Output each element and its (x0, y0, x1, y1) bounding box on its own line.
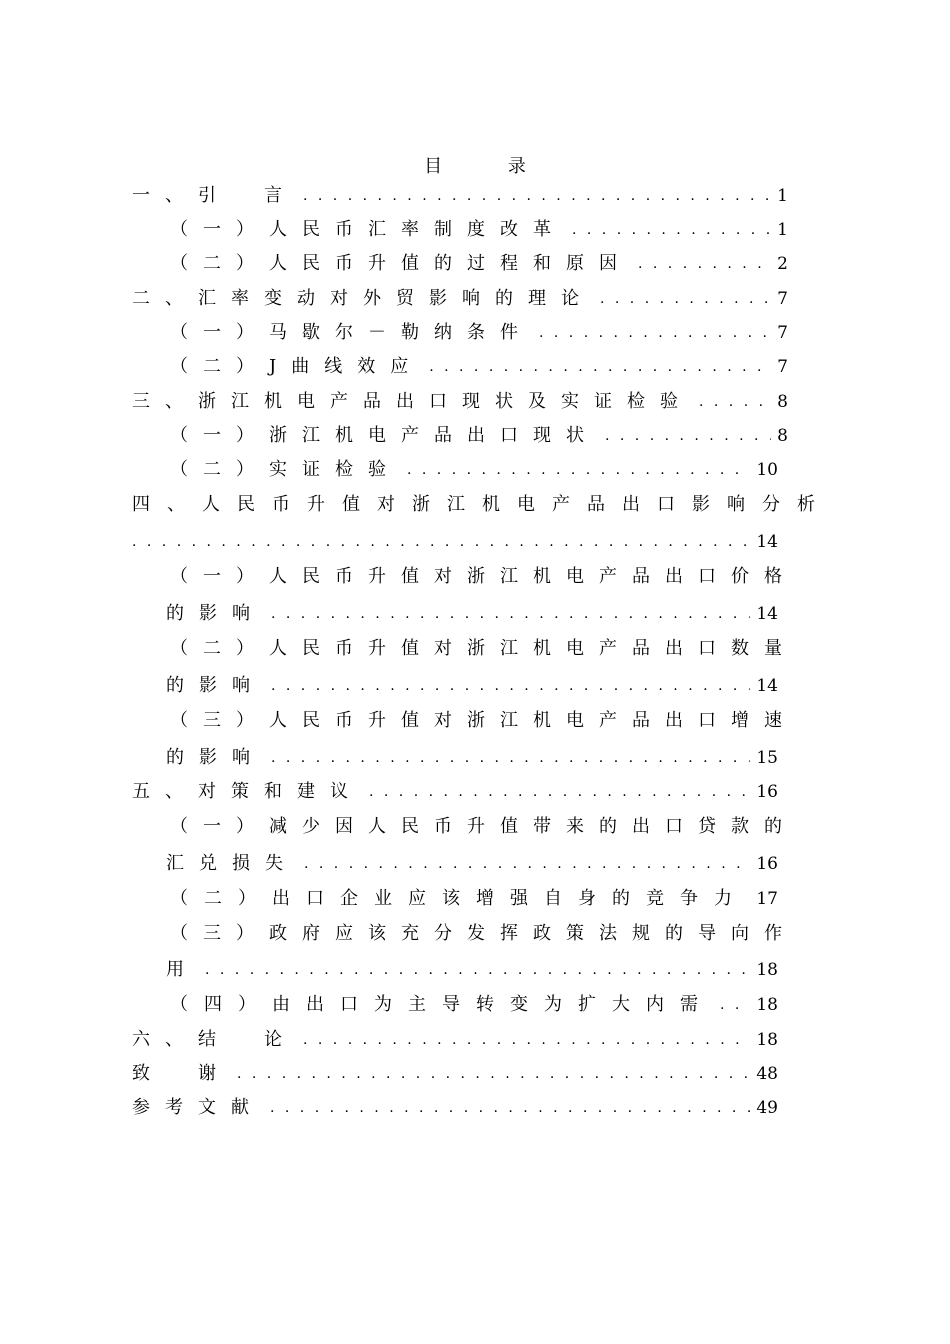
toc-leader (271, 744, 750, 772)
toc-leader (237, 1060, 750, 1088)
toc-leader (720, 991, 750, 1019)
toc-title: 目 录 (424, 156, 556, 177)
toc-entry-label: （一）人民币汇率制度改革 (170, 219, 566, 240)
toc-entry-label: （二）J曲线效应 (170, 356, 424, 377)
toc-entry-page: 14 (756, 676, 778, 696)
toc-entry-label: （二）人民币升值的过程和原因 (170, 253, 632, 274)
toc-leader (304, 850, 750, 878)
toc-entry-line2[interactable] (166, 956, 778, 984)
toc-entry-label: 的影响 (166, 603, 265, 624)
toc-entry-label: （一）人民币升值对浙江机电产品出口价格 (170, 566, 797, 587)
toc-entry-label: 三、浙江机电产品出口现状及实证检验 (132, 391, 693, 412)
toc-entry-line1[interactable] (170, 563, 810, 591)
toc-entry-label: 汇兑损失 (166, 853, 298, 874)
toc-entry-label: 参考文献 (132, 1097, 264, 1118)
toc-leader (271, 600, 750, 628)
toc-entry-page: 17 (756, 889, 778, 909)
toc-leader (572, 216, 771, 244)
toc-entry-label: 二、汇率变动对外贸影响的理论 (132, 288, 594, 309)
toc-entry-label: （一）浙江机电产品出口现状 (170, 425, 599, 446)
toc-entry[interactable] (170, 250, 788, 278)
toc-entry-page: 7 (777, 357, 788, 377)
toc-entry-label: 五、对策和建议 (132, 781, 363, 802)
toc-entry-page: 18 (756, 995, 778, 1015)
toc-entry[interactable] (132, 778, 778, 806)
toc-entry-label: （一）减少因人民币升值带来的出口贷款的 (170, 816, 797, 837)
toc-entry-line1[interactable] (170, 707, 810, 735)
toc-leader (638, 250, 771, 278)
toc-entry[interactable] (170, 319, 788, 347)
toc-entry-label: 的影响 (166, 747, 265, 768)
toc-leader (407, 456, 750, 484)
toc-entry-page: 15 (756, 748, 778, 768)
toc-entry[interactable] (170, 216, 788, 244)
toc-entry-label: 一、引 言 (132, 185, 297, 206)
toc-leader (303, 1026, 750, 1054)
toc-entry-label: 四、人民币升值对浙江机电产品出口影响分析 (132, 494, 832, 515)
toc-entry-page: 8 (777, 392, 788, 412)
toc-entry-label: （三）政府应该充分发挥政策法规的导向作 (170, 923, 797, 944)
toc-entry-label: 致 谢 (132, 1063, 231, 1084)
toc-entry-label: （二）实证检验 (170, 459, 401, 480)
toc-entry[interactable] (132, 1060, 778, 1088)
toc-entry-label: （一）马歇尔－勒纳条件 (170, 322, 533, 343)
toc-entry[interactable] (132, 1094, 778, 1122)
toc-entry-label: （三）人民币升值对浙江机电产品出口增速 (170, 710, 797, 731)
toc-leader (539, 319, 771, 347)
toc-entry-line1[interactable] (170, 813, 810, 841)
toc-leader (271, 672, 750, 700)
toc-entry[interactable] (170, 353, 788, 381)
toc-entry[interactable] (170, 885, 778, 913)
toc-leader (270, 1094, 750, 1122)
toc-entry-page: 7 (777, 323, 788, 343)
toc-entry-page: 16 (756, 854, 778, 874)
toc-entry-page: 2 (777, 254, 788, 274)
toc-entry-page: 18 (756, 960, 778, 980)
toc-entry-page: 1 (777, 186, 788, 206)
toc-entry-label: （二）人民币升值对浙江机电产品出口数量 (170, 638, 797, 659)
toc-entry-page: 1 (777, 220, 788, 240)
toc-entry-line2[interactable] (166, 744, 778, 772)
toc-entry-page: 8 (777, 426, 788, 446)
toc-entry-label: （二）出口企业应该增强自身的竞争力 (170, 888, 748, 909)
toc-leader (132, 528, 750, 556)
toc-entry-label: 六、结 论 (132, 1029, 297, 1050)
toc-entry[interactable] (132, 388, 788, 416)
toc-entry-line2[interactable] (166, 672, 778, 700)
toc-entry-label: 的影响 (166, 675, 265, 696)
toc-entry-page: 16 (756, 782, 778, 802)
toc-entry[interactable] (132, 285, 788, 313)
toc-entry[interactable] (170, 422, 788, 450)
toc-leader (303, 182, 771, 210)
toc-entry-page: 48 (756, 1064, 778, 1084)
toc-entry[interactable] (170, 991, 778, 1019)
toc-entry-line1[interactable] (170, 920, 810, 948)
toc-leader (699, 388, 771, 416)
toc-entry-page: 49 (756, 1098, 778, 1118)
toc-entry[interactable] (132, 182, 788, 210)
toc-entry[interactable] (132, 1026, 778, 1054)
toc-entry-label: 用 (166, 959, 199, 980)
toc-entry-line2[interactable] (132, 528, 778, 556)
toc-leader (429, 353, 771, 381)
toc-entry-page: 14 (756, 532, 778, 552)
toc-leader (369, 778, 750, 806)
toc-entry-page: 7 (777, 289, 788, 309)
toc-entry[interactable] (170, 456, 778, 484)
toc-leader (600, 285, 771, 313)
toc-leader (605, 422, 771, 450)
toc-entry-page: 18 (756, 1030, 778, 1050)
toc-entry-page: 10 (756, 460, 778, 480)
toc-leader (205, 956, 750, 984)
toc-entry-line1[interactable] (170, 635, 810, 663)
toc-entry-line1[interactable] (132, 491, 832, 519)
toc-entry-label: （四）由出口为主导转变为扩大内需 (170, 994, 714, 1015)
toc-entry-line2[interactable] (166, 850, 778, 878)
toc-entry-page: 14 (756, 604, 778, 624)
toc-entry-line2[interactable] (166, 600, 778, 628)
